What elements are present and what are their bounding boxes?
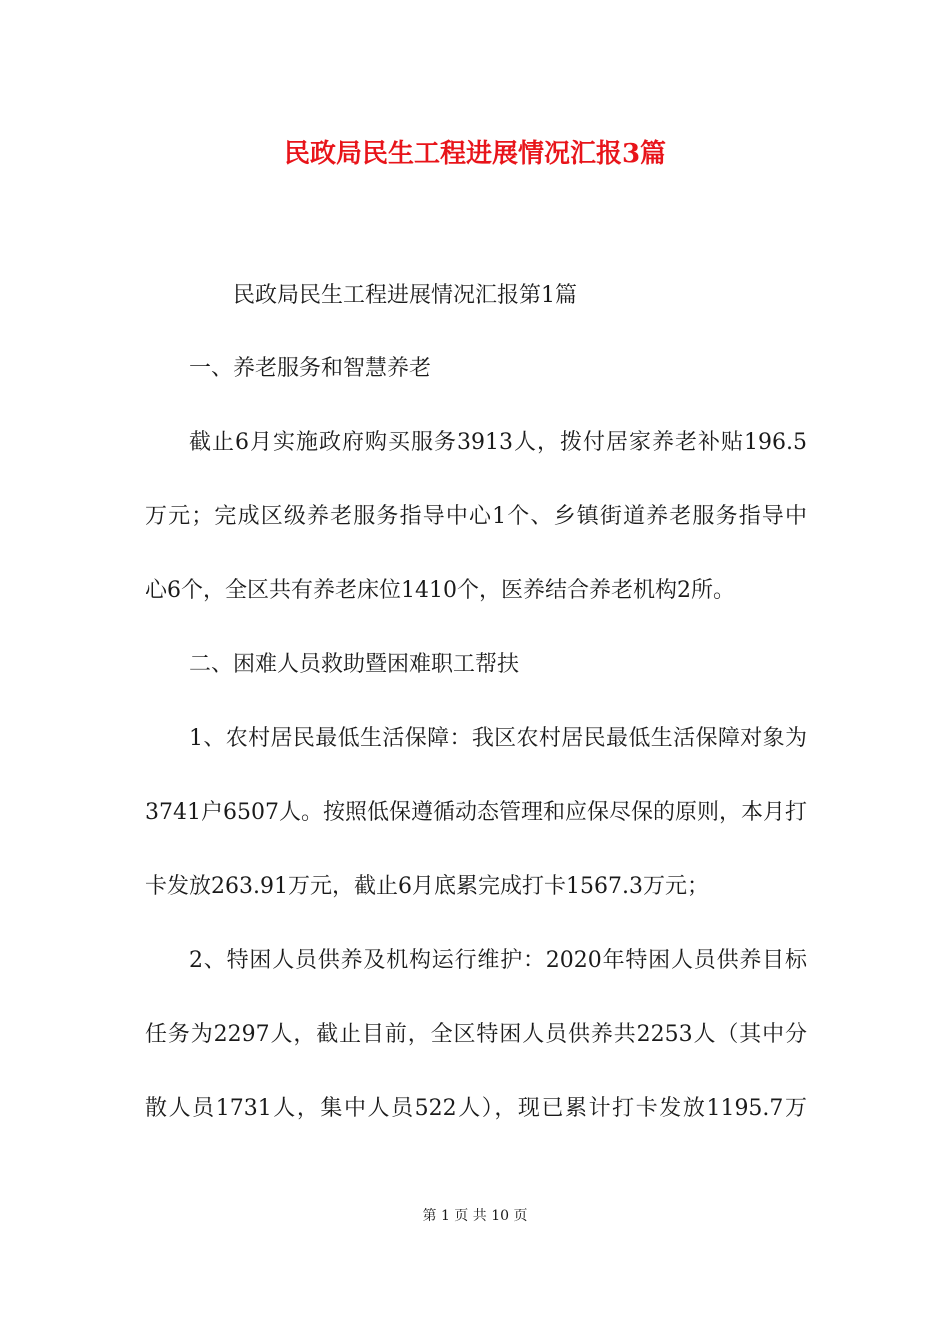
paragraph-line: 任务为2297人，截止目前，全区特困人员供养共2253人（其中分 xyxy=(145,1022,807,1047)
subsection-heading: 一、养老服务和智慧养老 xyxy=(189,356,432,381)
paragraph-line: 心6个，全区共有养老床位1410个，医养结合养老机构2所。 xyxy=(145,578,735,603)
paragraph-line: 卡发放263.91万元，截止6月底累完成打卡1567.3万元； xyxy=(145,874,709,899)
paragraph-line: 3741户6507人。按照低保遵循动态管理和应保尽保的原则，本月打 xyxy=(145,800,807,825)
paragraph-line: 散人员1731人，集中人员522人），现已累计打卡发放1195.7万 xyxy=(145,1096,807,1121)
subsection-heading: 二、困难人员救助暨困难职工帮扶 xyxy=(189,652,520,677)
paragraph-line: 截止6月实施政府购买服务3913人，拨付居家养老补贴196.5 xyxy=(189,430,807,455)
page-number: 第 1 页 共 10 页 xyxy=(422,1208,528,1224)
paragraph-line: 万元；完成区级养老服务指导中心1个、乡镇街道养老服务指导中 xyxy=(145,504,807,529)
section-heading: 民政局民生工程进展情况汇报第1篇 xyxy=(233,283,577,308)
paragraph-line: 1、农村居民最低生活保障：我区农村居民最低生活保障对象为 xyxy=(189,726,807,751)
paragraph-line: 2、特困人员供养及机构运行维护：2020年特困人员供养目标 xyxy=(189,948,807,973)
document-title: 民政局民生工程进展情况汇报3篇 xyxy=(283,139,667,169)
